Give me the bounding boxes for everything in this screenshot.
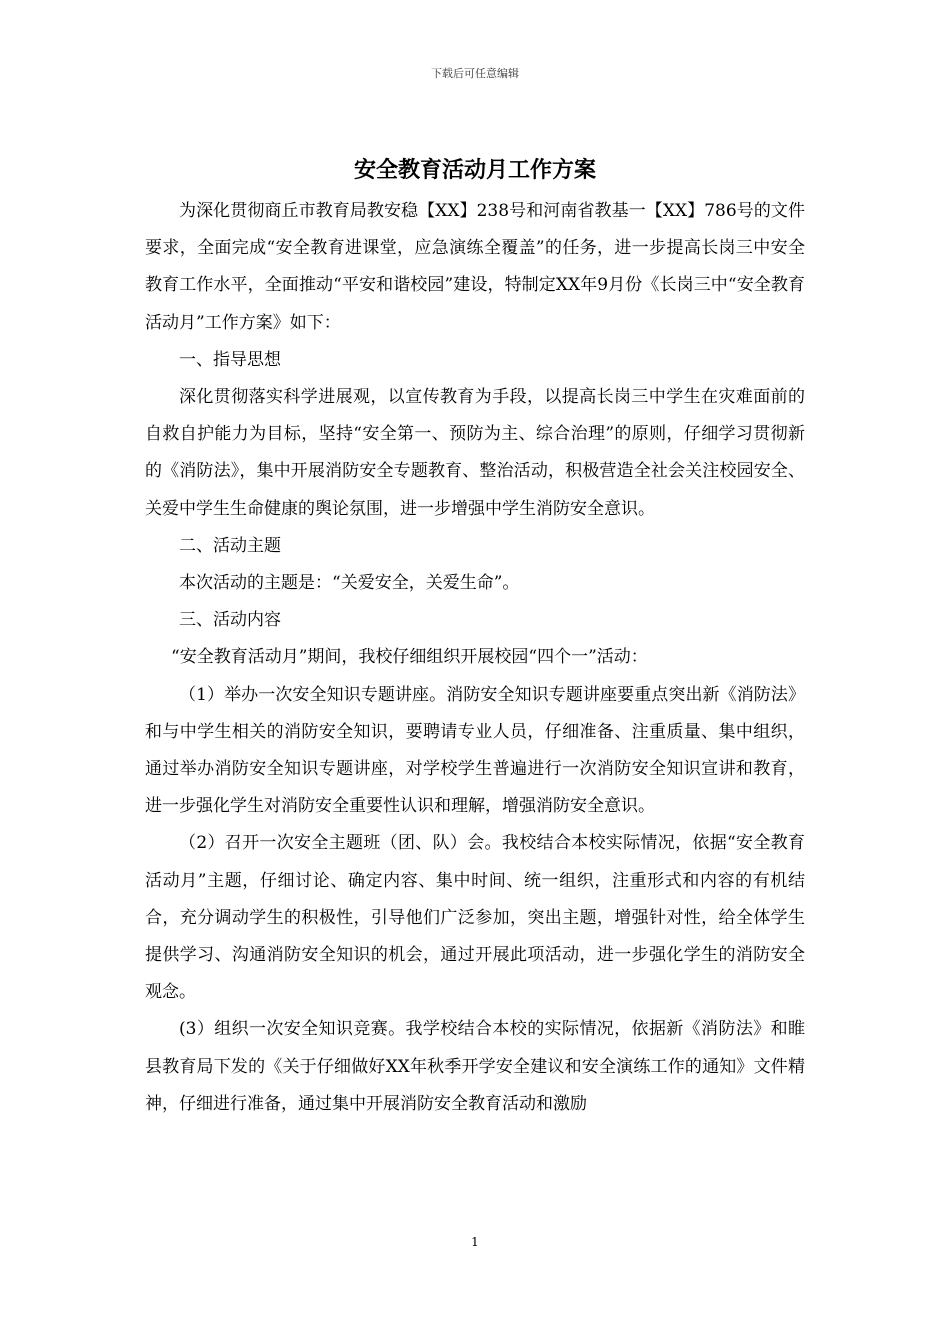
page-number: 1: [471, 1235, 479, 1249]
section-heading-activity-theme: 二、活动主题: [179, 535, 281, 556]
activity-item-1: （1）举办一次安全知识专题讲座。消防安全知识专题讲座要重点突出新《消防法》和与中学生相关的消防安全知识，要聘请专业人员，仔细准备、注重质量、集中组织，通过举办消防安全知识专题讲座，对学校学生普遍进行一次消防安全知识宣讲和教育，进一步强化学生对消防安全重要性认识和理解，增强消防安全意识。: [145, 684, 805, 817]
guiding-thought-paragraph: 深化贯彻落实科学进展观，以宣传教育为手段，以提高长岗三中学生在灾难面前的自救自护能力为目标，坚持“安全第一、预防为主、综合治理”的原则，仔细学习贯彻新的《消防法》，集中开展消防安全专题教育、整治活动，积极营造全社会关注校园安全、关爱中学生生命健康的舆论氛围，进一步增强中学生消防安全意识。: [145, 387, 805, 519]
document-body: [145, 193, 805, 1123]
activity-item-2: （2）召开一次安全主题班（团、队）会。我校结合本校实际情况，依据“安全教育活动月”主题，仔细讨论、确定内容、集中时间、统一组织，注重形式和内容的有机结合，充分调动学生的积极性，引导他们广泛参加，突出主题，增强针对性，给全体学生提供学习、沟通消防安全知识的机会，通过开展此项活动，进一步强化学生的消防安全观念。: [145, 833, 805, 1003]
section-heading-guiding-thought: 一、指导思想: [179, 349, 281, 370]
intro-paragraph: 为深化贯彻商丘市教育局教安稳【XX】238号和河南省教基一【XX】786号的文件要求，全面完成“安全教育进课堂，应急演练全覆盖”的任务，进一步提高长岗三中安全教育工作水平，全面推动“平安和谐校园”建设，特制定XX年9月份《长岗三中“安全教育活动月”工作方案》如下：: [145, 201, 805, 333]
activity-theme-paragraph: 本次活动的主题是：“关爱安全，关爱生命”。: [179, 573, 520, 594]
header-note: 下载后可任意编辑: [431, 67, 519, 80]
section-heading-activity-content: 三、活动内容: [179, 610, 281, 631]
activity-item-3: (3）组织一次安全知识竞赛。我学校结合本校的实际情况，依据新《消防法》和睢县教育局下发的《关于仔细做好XX年秋季开学安全建议和安全演练工作的通知》文件精神，仔细进行准备，通过集中开展消防安全教育活动和激励: [145, 1019, 805, 1114]
document-title: 安全教育活动月工作方案: [353, 157, 596, 183]
activity-content-intro: “安全教育活动月”期间，我校仔细组织开展校园“四个一”活动：: [171, 647, 648, 668]
